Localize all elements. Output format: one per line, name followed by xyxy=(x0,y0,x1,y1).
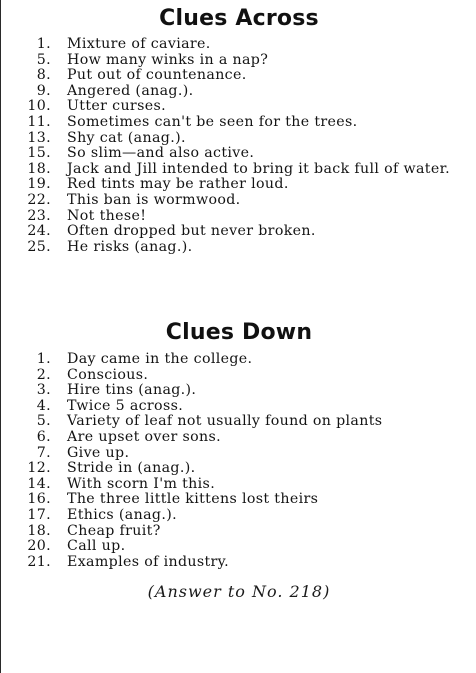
clue-text: Not these! xyxy=(67,207,147,224)
clue-text: The three little kittens lost theirs xyxy=(67,491,319,508)
clue-text: So slim—and also active. xyxy=(67,145,255,162)
clue-text: Variety of leaf not usually found on plants xyxy=(67,413,383,430)
clue-text: He risks (anag.). xyxy=(67,238,193,255)
down-clue xyxy=(1,555,476,571)
clue-number: 18. xyxy=(27,522,51,539)
across-clue xyxy=(1,131,476,147)
clue-number: 3. xyxy=(36,382,51,399)
clue-number: 17. xyxy=(27,506,51,523)
across-clue xyxy=(1,162,476,178)
clue-number: 12. xyxy=(27,460,51,477)
clue-text: Examples of industry. xyxy=(67,553,230,570)
clue-number: 22. xyxy=(27,191,51,208)
clue-number: 11. xyxy=(27,113,51,130)
down-clue xyxy=(1,492,476,508)
clues-down-list xyxy=(1,352,476,570)
clue-number: 18. xyxy=(27,160,51,177)
down-clue xyxy=(1,430,476,446)
clue-text: Stride in (anag.). xyxy=(67,460,196,477)
clue-number: 7. xyxy=(36,444,51,461)
down-clue xyxy=(1,461,476,477)
clue-text: Day came in the college. xyxy=(67,351,253,367)
clue-text: Shy cat (anag.). xyxy=(67,129,186,146)
clue-number: 15. xyxy=(27,145,51,162)
clue-text: Sometimes can't be seen for the trees. xyxy=(67,113,358,130)
down-clue xyxy=(1,539,476,555)
across-clue xyxy=(1,115,476,131)
clue-text: With scorn I'm this. xyxy=(67,475,216,492)
clue-text: Twice 5 across. xyxy=(67,397,184,414)
across-clue xyxy=(1,53,476,69)
clue-number: 1. xyxy=(36,351,51,367)
down-clue xyxy=(1,352,476,368)
clue-number: 14. xyxy=(27,475,51,492)
clue-text: Angered (anag.). xyxy=(67,82,194,99)
clue-number: 20. xyxy=(27,538,51,555)
clue-text: Hire tins (anag.). xyxy=(67,382,197,399)
clue-number: 6. xyxy=(36,428,51,445)
clue-number: 5. xyxy=(36,51,51,68)
down-clue xyxy=(1,368,476,384)
across-clue xyxy=(1,193,476,209)
clue-text: This ban is wormwood. xyxy=(67,191,241,208)
clues-across-heading: Clues Across xyxy=(159,6,319,31)
clue-text: Conscious. xyxy=(67,366,149,383)
down-clue xyxy=(1,383,476,399)
across-clue xyxy=(1,209,476,225)
across-clue xyxy=(1,68,476,84)
across-clue xyxy=(1,146,476,162)
clue-text: Mixture of caviare. xyxy=(67,36,211,52)
clue-number: 1. xyxy=(36,36,51,52)
clue-text: Cheap fruit? xyxy=(67,522,161,539)
clue-number: 16. xyxy=(27,491,51,508)
down-clue xyxy=(1,477,476,493)
clues-across-list xyxy=(1,37,476,255)
clue-text: Give up. xyxy=(67,444,130,461)
down-clue xyxy=(1,446,476,462)
clue-number: 13. xyxy=(27,129,51,146)
down-clue xyxy=(1,524,476,540)
across-clue xyxy=(1,224,476,240)
across-clue xyxy=(1,240,476,256)
clue-number: 4. xyxy=(36,397,51,414)
clue-number: 19. xyxy=(27,176,51,193)
clue-number: 24. xyxy=(27,223,51,240)
down-clue xyxy=(1,508,476,524)
across-clue xyxy=(1,177,476,193)
across-clue xyxy=(1,99,476,115)
clue-number: 8. xyxy=(36,67,51,84)
clue-number: 5. xyxy=(36,413,51,430)
clue-text: Red tints may be rather loud. xyxy=(67,176,289,193)
clue-text: Utter curses. xyxy=(67,98,166,115)
clue-text: Put out of countenance. xyxy=(67,67,247,84)
down-clue xyxy=(1,414,476,430)
clue-text: Often dropped but never broken. xyxy=(67,223,316,240)
clue-text: Are upset over sons. xyxy=(67,428,222,445)
clue-text: Jack and Jill intended to bring it back full of water. xyxy=(67,160,451,177)
clue-text: Ethics (anag.). xyxy=(67,506,177,523)
clue-number: 21. xyxy=(27,553,51,570)
answer-reference-note: (Answer to No. 218) xyxy=(147,582,331,601)
clue-text: Call up. xyxy=(67,538,126,555)
clue-text: How many winks in a nap? xyxy=(67,51,269,68)
down-clue xyxy=(1,399,476,415)
clue-number: 9. xyxy=(36,82,51,99)
clues-down-heading: Clues Down xyxy=(165,320,313,345)
clue-number: 10. xyxy=(27,98,51,115)
clue-number: 2. xyxy=(36,366,51,383)
across-clue xyxy=(1,84,476,100)
across-clue xyxy=(1,37,476,53)
clue-number: 25. xyxy=(27,238,51,255)
clue-number: 23. xyxy=(27,207,51,224)
